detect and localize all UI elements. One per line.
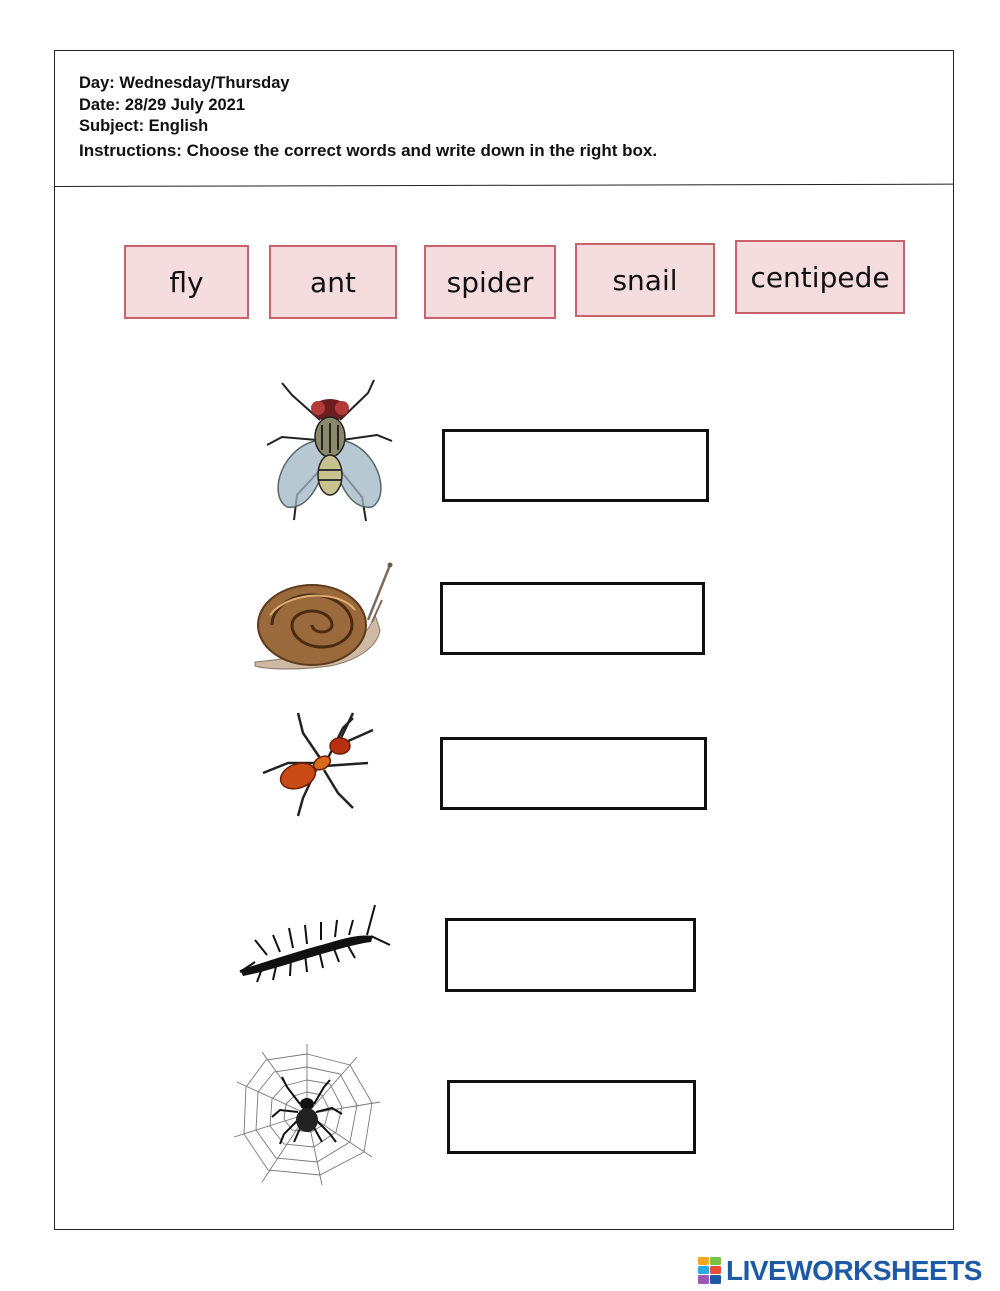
liveworksheets-mark-icon — [698, 1257, 722, 1285]
day-line: Day: Wednesday/Thursday — [79, 74, 290, 92]
worksheet-header — [79, 73, 657, 161]
word-label: fly — [169, 265, 204, 299]
word-label: spider — [446, 265, 534, 299]
word-card-centipede[interactable] — [735, 240, 905, 314]
header-divider — [55, 184, 953, 187]
subject-line: Subject: English — [79, 117, 209, 135]
date-line: Date: 28/29 July 2021 — [79, 95, 246, 114]
brand-name: LIVEWORKSHEETS — [726, 1255, 982, 1286]
word-card-spider[interactable] — [424, 245, 556, 319]
word-card-snail[interactable] — [575, 243, 715, 317]
word-label: centipede — [750, 260, 890, 294]
word-card-ant[interactable] — [269, 245, 397, 319]
answer-box-1[interactable] — [442, 429, 709, 502]
spider-web-icon — [232, 1042, 382, 1187]
answer-box-4[interactable] — [445, 918, 696, 992]
answer-box-2[interactable] — [440, 582, 705, 655]
instructions-line: Instructions: Choose the correct words and write down in the right box. — [79, 140, 658, 160]
centipede-icon — [235, 900, 395, 990]
word-label: ant — [310, 265, 356, 299]
answer-box-3[interactable] — [440, 737, 707, 810]
word-card-fly[interactable] — [124, 245, 249, 319]
word-label: snail — [612, 263, 678, 297]
fly-icon — [262, 375, 397, 525]
liveworksheets-logo — [698, 1254, 982, 1288]
snail-icon — [250, 560, 395, 672]
ant-icon — [258, 708, 378, 818]
answer-box-5[interactable] — [447, 1080, 696, 1154]
